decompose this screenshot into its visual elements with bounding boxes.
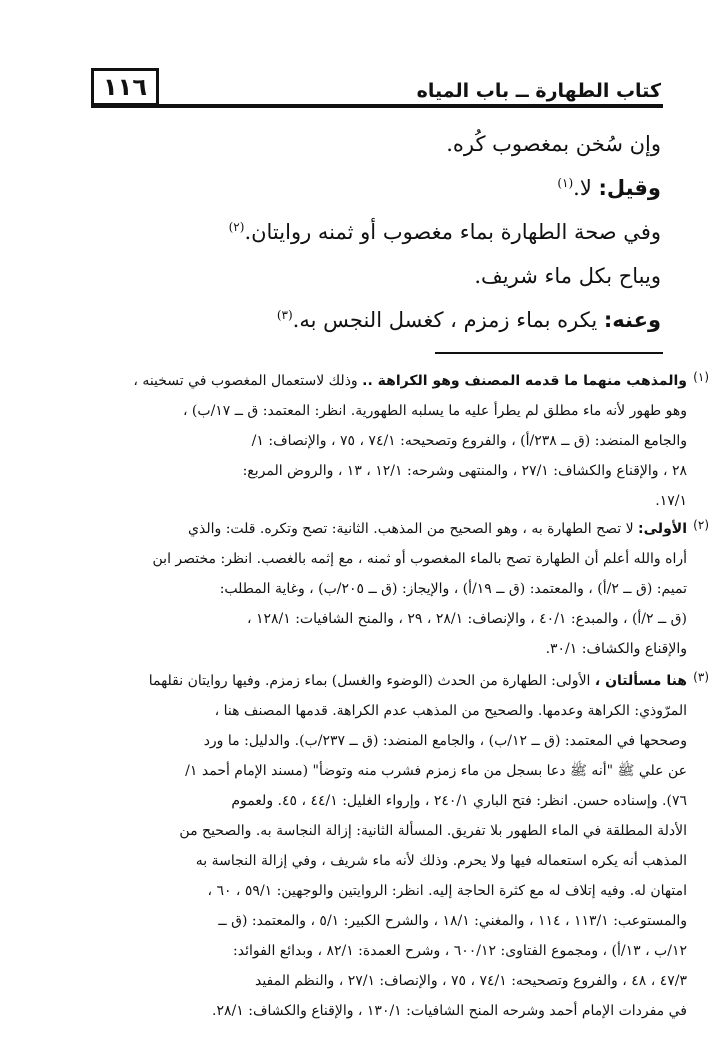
footnote-line (49, 786, 687, 816)
footnote-line (49, 366, 687, 396)
footnote-text: والمستوعب: ١١٣/١ ، ١١٤ ، والمغني: ١٨/١ ، والشرح الكبير: ٥/١ ، والمعتمد: (ق ــ (218, 913, 687, 929)
footnote-separator (435, 352, 663, 354)
footnote-text: ٢٨ ، والإقناع والكشاف: ٢٧/١ ، والمنتهى وشرحه: ١٢/١ ، ١٣ ، والروض المربع: (242, 463, 687, 479)
footnote-line (49, 756, 687, 786)
footnote-line (49, 396, 687, 426)
footnote-marker: (٣) (693, 670, 709, 684)
line-text: وإن سُخن بمغصوب كُره. (446, 132, 661, 156)
footnote-text: ٧٦). وإسناده حسن. انظر: فتح الباري ٢٤٠/١ ، وإرواء الغليل: ٤٤/١ ، ٤٥. ولعموم (231, 793, 687, 809)
footnote-text: ٤٧/٣ ، ٤٨ ، والفروع وتصحيحه: ٧٤/١ ، ٧٥ ، والإنصاف: ٢٧/١ ، والنظم المفيد (254, 973, 687, 989)
footnote-line (49, 726, 687, 756)
footnote-line (49, 696, 687, 726)
footnote-text: ١٢/ب ، ١٣/أ) ، ومجموع الفتاوى: ٦٠٠/١٢ ، وشرح العمدة: ٨٢/١ ، وبدائع الفوائد: (233, 943, 687, 959)
footnote-text: وصححها في المعتمد: (ق ــ ١٢/ب) ، والجامع المنضد: (ق ــ ٢٣٧/ب). والدليل: ما ورد (203, 733, 687, 749)
footnote-text: (ق ــ ٢/أ) ، والمبدع: ٤٠/١ ، والإنصاف: ٢٨/١ ، ٢٩ ، والمنح الشافيات: ١٢٨/١ ، (247, 611, 687, 627)
line-text: يكره بماء زمزم ، كغسل النجس به. (292, 308, 604, 332)
main-line (91, 166, 661, 210)
footnote-ref: (٣) (276, 308, 293, 322)
footnote-lead: هنا مسألتان ، (594, 673, 687, 689)
running-header-title: كتاب الطهارة ــ باب المياه (416, 80, 661, 102)
footnote-text: امتهان له. وفيه إتلاف له مع كثرة الحاجة إليه. انظر: الروايتين والوجهين: ٥٩/١ ، ٦٠ ، (207, 883, 687, 899)
header-rule (91, 104, 663, 108)
footnote-line (49, 876, 687, 906)
footnote-text: تميم: (ق ــ ٢/أ) ، والمعتمد: (ق ــ ١٩/أ) ، والإيجاز: (ق ــ ٢٠٥/ب) ، وغاية المطلب: (219, 581, 687, 597)
main-line (91, 298, 661, 342)
footnote-text: الأدلة المطلقة في الماء الطهور بلا تفريق. المسألة الثانية: إزالة النجاسة به. والصحيح من (179, 823, 687, 839)
footnote-line (49, 604, 687, 634)
footnote-text: المذهب أنه يكره استعماله فيها ولا يحرم. وذلك لأنه ماء شريف ، وفي إزالة النجاسة به (195, 853, 687, 869)
main-line (91, 254, 661, 298)
footnote-1 (49, 366, 709, 516)
footnote-text: ١٧/١. (655, 493, 687, 509)
footnote-ref: (٢) (228, 220, 245, 234)
main-line (91, 122, 661, 166)
line-lead: وعنه: (603, 308, 661, 332)
footnote-text: الأولى: الطهارة من الحدث (الوضوء والغسل) بماء زمزم. وفيها روايتان نقلهما (148, 673, 595, 689)
footnote-line (49, 574, 687, 604)
footnote-text: والإقناع والكشاف: ٣٠/١. (545, 641, 687, 657)
footnote-line (49, 634, 687, 664)
footnote-line (49, 666, 687, 696)
footnote-text: في مفردات الإمام أحمد وشرحه المنح الشافيات: ١٣٠/١ ، والإقناع والكشاف: ٢٨/١. (212, 1003, 687, 1019)
footnote-lead: الأولى: (638, 521, 687, 537)
line-lead: وقيل: (598, 176, 661, 200)
footnote-text: وذلك لاستعمال المغصوب في تسخينه ، (133, 373, 363, 389)
footnote-line (49, 486, 687, 516)
footnote-marker: (٢) (693, 518, 709, 532)
footnote-line (49, 456, 687, 486)
line-text: وفي صحة الطهارة بماء مغصوب أو ثمنه روايتان. (244, 220, 661, 244)
footnote-line (49, 544, 687, 574)
footnote-text: أراه والله أعلم أن الطهارة تصح بالماء المغصوب أو ثمنه ، مع إثمه بالغصب. انظر: مختصر ابن (152, 551, 687, 567)
footnote-line (49, 906, 687, 936)
footnote-3 (49, 666, 709, 1026)
footnote-text: المرّوذي: الكراهة وعدمها. والصحيح من المذهب عدم الكراهة. قدمها المصنف هنا ، (214, 703, 687, 719)
footnote-line (49, 996, 687, 1026)
footnote-line (49, 426, 687, 456)
line-text: لا. (573, 176, 599, 200)
footnote-2 (49, 514, 709, 664)
footnote-text: عن علي ﷺ "أنه ﷺ دعا بسجل من ماء زمزم فشرب منه وتوضأ" (مسند الإمام أحمد ١/ (185, 763, 687, 779)
footnote-text: وهو طهور لأنه ماء مطلق لم يطرأ عليه ما يسلبه الطهورية. انظر: المعتمد: ق ــ ١٧/ب) ، (182, 403, 687, 419)
footnote-line (49, 514, 687, 544)
footnote-text: لا تصح الطهارة به ، وهو الصحيح من المذهب. الثانية: تصح وتكره. قلت: والذي (188, 521, 639, 537)
page-number-text: ١١٦ (103, 73, 147, 101)
footnote-ref: (١) (557, 176, 574, 190)
main-line (91, 210, 661, 254)
footnote-marker: (١) (693, 370, 709, 384)
footnote-line (49, 936, 687, 966)
line-text: ويباح بكل ماء شريف. (474, 264, 661, 288)
page-number (91, 68, 159, 106)
footnote-lead: والمذهب منهما ما قدمه المصنف وهو الكراهة .. (362, 373, 687, 389)
footnote-line (49, 846, 687, 876)
footnote-line (49, 966, 687, 996)
main-text (91, 122, 661, 342)
footnote-text: والجامع المنضد: (ق ــ ٢٣٨/أ) ، والفروع وتصحيحه: ٧٤/١ ، ٧٥ ، والإنصاف: ١/ (251, 433, 687, 449)
footnote-line (49, 816, 687, 846)
